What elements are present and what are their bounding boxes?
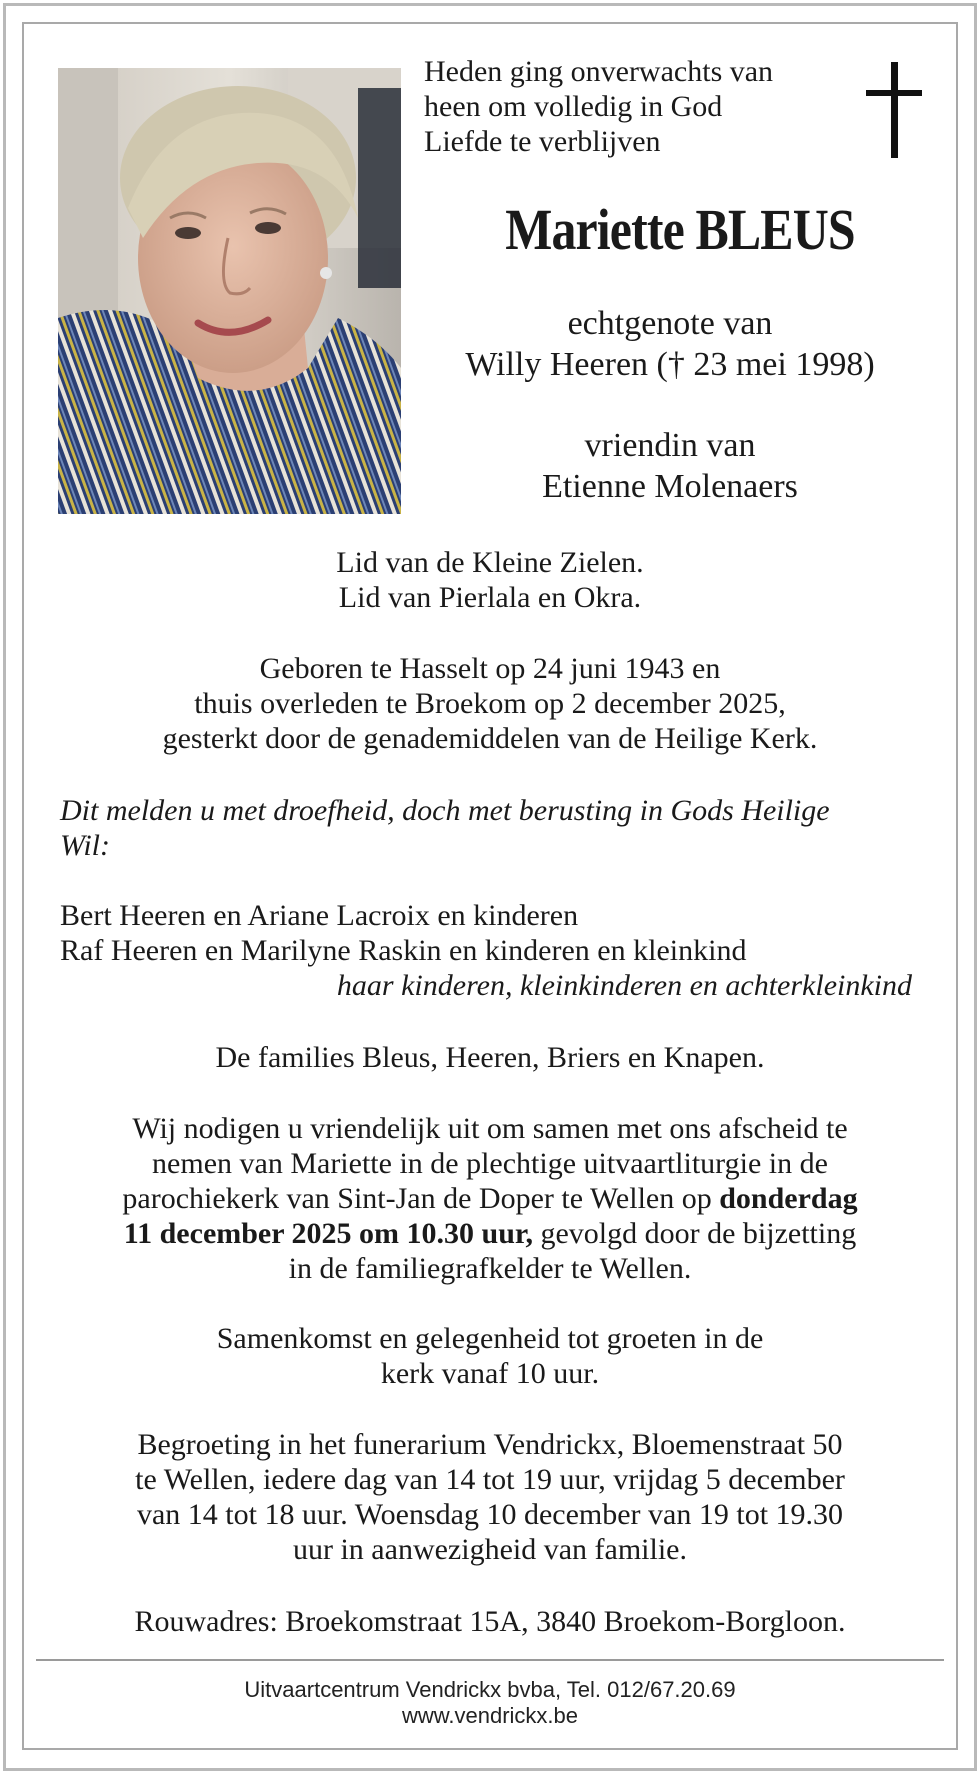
visitation-line-3: van 14 tot 18 uur. Woensdag 10 december van 19 tot 19.30 — [136, 1498, 844, 1531]
birth-death-info — [40, 651, 940, 756]
membership-line-2: Lid van Pierlala en Okra. — [338, 581, 642, 614]
mourning-address — [40, 1604, 940, 1639]
family-list — [60, 898, 940, 1003]
families-line: De families Bleus, Heeren, Briers en Knapen. — [215, 1041, 765, 1074]
visitation — [40, 1427, 940, 1567]
spouse-block — [420, 303, 920, 385]
friend-block — [420, 425, 920, 507]
intro-line-3: Liefde te verblijven — [424, 125, 661, 158]
family-line-2: Raf Heeren en Marilyne Raskin en kinderen en kleinkind — [60, 934, 747, 967]
portrait-photo — [58, 68, 401, 514]
friend-line-2: Etienne Molenaers — [542, 468, 798, 505]
intro-line-2: heen om volledig in God — [424, 90, 723, 123]
footer-divider — [36, 1659, 944, 1661]
gathering — [40, 1321, 940, 1391]
footer-company: Uitvaartcentrum Vendrickx bvba, Tel. 012/67.20.69 — [244, 1677, 736, 1702]
invitation-line-3a: parochiekerk van Sint-Jan de Doper te Wellen op — [122, 1182, 720, 1215]
announcement — [60, 793, 940, 863]
spouse-line-2: Willy Heeren († 23 mei 1998) — [465, 346, 875, 383]
gathering-line-1: Samenkomst en gelegenheid tot groeten in de — [216, 1322, 764, 1355]
invitation-day: donderdag — [719, 1182, 858, 1215]
visitation-line-4: uur in aanwezigheid van familie. — [292, 1533, 687, 1566]
membership-line-1: Lid van de Kleine Zielen. — [336, 546, 644, 579]
gathering-line-2: kerk vanaf 10 uur. — [380, 1357, 600, 1390]
invitation — [40, 1111, 940, 1286]
family-line-3: haar kinderen, kleinkinderen en achterkleinkind — [336, 969, 912, 1002]
memberships — [40, 545, 940, 615]
invitation-line-3 — [40, 1181, 940, 1216]
birth-line-2: thuis overleden te Broekom op 2 december 2025, — [194, 687, 786, 720]
footer — [40, 1677, 940, 1729]
address-line: Rouwadres: Broekomstraat 15A, 3840 Broekom-Borgloon. — [134, 1605, 846, 1638]
deceased-name: Mariette BLEUS — [505, 197, 855, 262]
invitation-line-4b: gevolgd door de bijzetting — [532, 1217, 857, 1250]
invitation-date-time: 11 december 2025 om 10.30 uur, — [123, 1217, 533, 1250]
announcement-line-1: Dit melden u met droefheid, doch met berusting in Gods Heilige — [60, 794, 830, 827]
intro-line-1: Heden ging onverwachts van — [424, 55, 774, 88]
friend-line-1: vriendin van — [584, 427, 756, 464]
spouse-line-1: echtgenote van — [567, 305, 773, 342]
visitation-line-2: te Wellen, iedere dag van 14 tot 19 uur, vrijdag 5 december — [135, 1463, 845, 1496]
invitation-line-2: nemen van Mariette in de plechtige uitvaartliturgie in de — [152, 1147, 828, 1180]
birth-line-3: gesterkt door de genademiddelen van de Heilige Kerk. — [162, 722, 818, 755]
announcement-line-2: Wil: — [60, 829, 110, 862]
invitation-line-4 — [40, 1216, 940, 1251]
invitation-line-1: Wij nodigen u vriendelijk uit om samen met ons afscheid te — [132, 1112, 848, 1145]
invitation-line-5: in de familiegrafkelder te Wellen. — [288, 1252, 692, 1285]
latin-cross-icon — [866, 62, 922, 162]
families — [40, 1040, 940, 1075]
intro-text — [424, 54, 864, 159]
footer-website[interactable]: www.vendrickx.be — [401, 1703, 579, 1728]
visitation-line-1: Begroeting in het funerarium Vendrickx, Bloemenstraat 50 — [137, 1428, 843, 1461]
birth-line-1: Geboren te Hasselt op 24 juni 1943 en — [259, 652, 721, 685]
family-line-1: Bert Heeren en Ariane Lacroix en kinderen — [60, 899, 579, 932]
